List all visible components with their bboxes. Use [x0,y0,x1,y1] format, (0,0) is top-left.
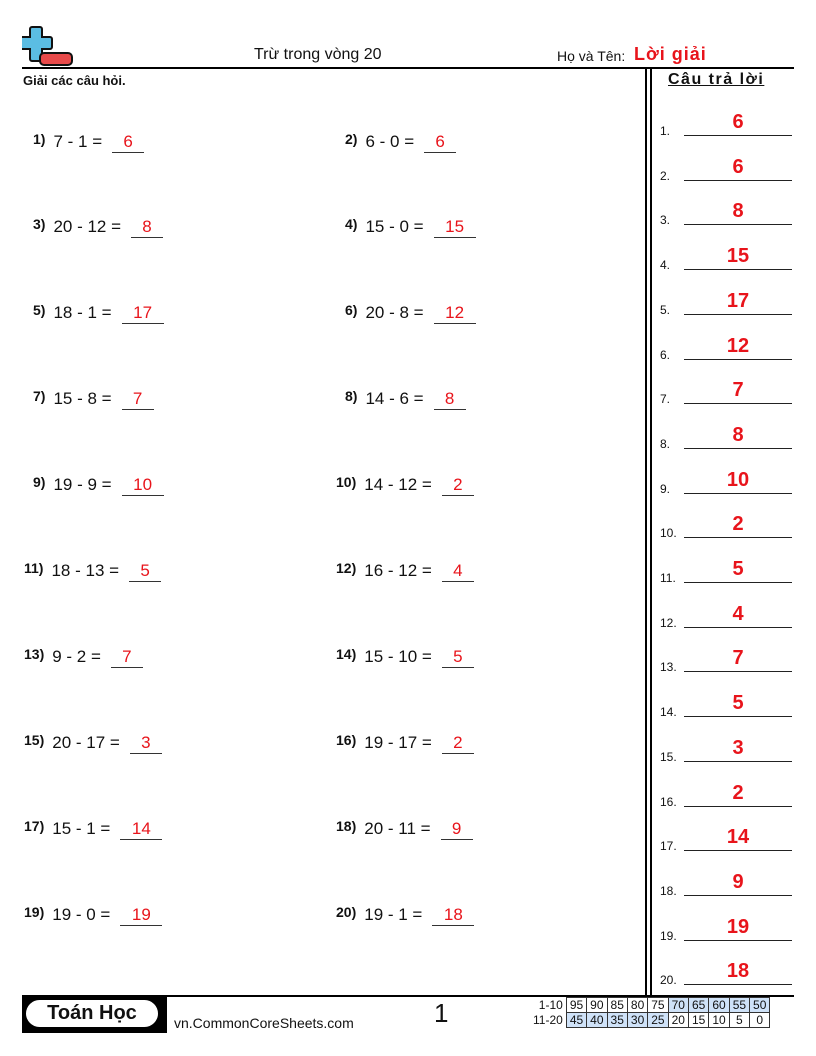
problem-expression: 15 - 10 = [364,647,432,666]
problem-number: 5) [33,302,46,318]
answer-key-row [660,140,792,185]
score-cell: 95 [566,998,586,1013]
answer-key-line [684,180,792,181]
problem-expression: 20 - 17 = [52,733,120,752]
problem-item [345,132,456,153]
answer-blank[interactable]: 10 [122,475,164,496]
answer-blank[interactable]: 8 [434,389,466,410]
answer-panel-heading: Câu trả lời [668,71,765,88]
score-cell: 50 [750,998,770,1013]
problem-expression: 14 - 6 = [365,389,424,408]
problem-item [33,132,144,153]
problem-item [336,647,474,668]
problem-item [24,647,143,668]
problem-item [345,303,476,324]
score-row [530,1013,770,1028]
problem-number: 13) [24,646,45,662]
answer-key-value: 2 [732,513,744,536]
answer-key-line [684,671,792,672]
answer-key-line [684,269,792,270]
answer-blank[interactable]: 18 [432,905,474,926]
instructions: Giải các câu hỏi. [23,73,126,88]
problem-expression: 6 - 0 = [365,132,415,151]
problem-number: 4) [345,216,358,232]
answer-key-line [684,493,792,494]
score-cell: 70 [668,998,688,1013]
answer-key-value: 15 [726,245,750,268]
answer-key-value: 9 [732,870,744,893]
problem-item [33,217,163,238]
score-row-label: 11-20 [533,1013,563,1027]
problem-number: 10) [336,474,357,490]
problem-item [33,303,164,324]
score-cell: 15 [688,1013,708,1028]
score-cell: 65 [688,998,708,1013]
answer-key-line [684,537,792,538]
answer-key-value: 7 [732,647,744,670]
answer-key-row [660,95,792,140]
answer-key-value: 2 [732,781,744,804]
answer-key-label: 5. [660,302,671,317]
score-row-label: 1-10 [538,998,563,1012]
problem-expression: 19 - 0 = [52,905,111,924]
answer-key-value: 8 [732,200,744,223]
answer-key-row [660,497,792,542]
score-table [530,997,770,1028]
answer-key-row [660,900,792,945]
problem-expression: 20 - 8 = [365,303,424,322]
problem-number: 14) [336,646,357,662]
answer-blank[interactable]: 4 [442,561,474,582]
answer-key-line [684,761,792,762]
answer-key-line [684,984,792,985]
answer-key-row [660,766,792,811]
answer-key-value: 5 [732,692,744,715]
problem-item [24,905,162,926]
answer-key-value: 3 [732,736,744,759]
answer-key-line [684,359,792,360]
score-row [530,998,770,1013]
answer-key-label: 12. [660,615,677,630]
problem-item [345,389,466,410]
answer-key-label: 17. [660,839,677,854]
answer-key-value: 7 [732,379,744,402]
answer-blank[interactable]: 6 [112,132,144,153]
score-cell: 45 [566,1013,586,1028]
answer-key-row [660,229,792,274]
answer-key-value: 17 [726,289,750,312]
answer-key-row [660,676,792,721]
score-cell: 60 [709,998,729,1013]
name-label: Họ và Tên: [557,48,626,64]
score-cell: 10 [709,1013,729,1028]
answer-key-value: 12 [726,334,750,357]
answer-key-label: 6. [660,347,671,362]
problem-expression: 7 - 1 = [53,132,103,151]
answer-key-line [684,582,792,583]
answer-key-row [660,274,792,319]
score-cell: 35 [607,1013,627,1028]
problem-expression: 16 - 12 = [364,561,432,580]
answer-key-line [684,314,792,315]
answer-key-row [660,408,792,453]
answer-key-value: 10 [726,468,750,491]
answer-blank[interactable]: 19 [120,905,162,926]
answer-key-line [684,806,792,807]
answer-key-row [660,855,792,900]
answer-blank[interactable]: 12 [434,303,476,324]
answer-key-label: 19. [660,928,677,943]
answer-key-row [660,542,792,587]
problem-expression: 19 - 1 = [364,905,423,924]
answer-key-line [684,895,792,896]
answer-key-label: 2. [660,168,671,183]
answer-key-value: 18 [726,960,750,983]
problem-expression: 18 - 1 = [53,303,112,322]
score-cell: 5 [729,1013,749,1028]
problem-item [33,475,164,496]
problem-expression: 20 - 11 = [364,819,431,838]
answer-key-value: 8 [732,423,744,446]
problem-item [33,389,154,410]
answer-blank[interactable]: 2 [442,733,474,754]
problem-number: 9) [33,474,46,490]
problem-item [336,733,474,754]
problem-number: 6) [345,302,358,318]
problem-expression: 15 - 0 = [365,217,424,236]
answer-key-value: 19 [726,915,750,938]
problem-number: 18) [336,818,357,834]
answer-key-label: 4. [660,258,671,273]
answer-key-label: 18. [660,883,677,898]
problem-expression: 15 - 1 = [52,819,111,838]
problem-number: 17) [24,818,45,834]
answer-key-label: 14. [660,705,677,720]
answer-key-value: 4 [732,602,744,625]
answer-key-row [660,944,792,989]
answer-blank[interactable]: 9 [441,819,473,840]
name-value: Lời giải [634,44,707,64]
answer-key-line [684,850,792,851]
problem-item [336,475,474,496]
problem-number: 16) [336,732,357,748]
brand-badge [22,997,167,1033]
problem-item [336,561,474,582]
answer-key-label: 3. [660,213,671,228]
answer-key-value: 14 [726,826,750,849]
problem-number: 19) [24,904,45,920]
problem-expression: 14 - 12 = [364,475,432,494]
site-url: vn.CommonCoreSheets.com [174,1015,354,1031]
answer-key-label: 20. [660,973,677,988]
answer-key-label: 13. [660,660,677,675]
answer-blank[interactable]: 5 [442,647,474,668]
answer-key-value: 5 [732,558,744,580]
problem-number: 7) [33,388,46,404]
problem-expression: 20 - 12 = [53,217,122,236]
score-cell: 80 [627,998,647,1013]
problem-item [345,217,476,238]
answer-key-label: 8. [660,436,671,451]
problem-number: 12) [336,560,357,576]
answer-key-row [660,319,792,364]
problem-number: 1) [33,131,46,147]
answer-key-line [684,627,792,628]
problem-number: 3) [33,216,46,232]
problem-item [24,561,161,582]
answer-key-line [684,716,792,717]
answer-blank[interactable]: 14 [120,819,162,840]
answer-key-line [684,448,792,449]
answer-key-row [660,721,792,766]
answer-key-line [684,135,792,136]
problem-expression: 19 - 9 = [53,475,112,494]
answer-key-value: 6 [732,111,744,133]
problem-item [336,819,473,840]
score-cell: 75 [648,998,668,1013]
answer-key-line [684,403,792,404]
score-cell: 85 [607,998,627,1013]
answer-key-row [660,363,792,408]
answer-key-label: 11. [660,571,676,585]
answer-blank[interactable]: 7 [122,389,154,410]
score-cell: 90 [587,998,607,1013]
answer-key-row [660,810,792,855]
score-cell: 0 [750,1013,770,1028]
score-cell: 30 [627,1013,647,1028]
answer-key-label: 15. [660,749,677,764]
problem-number: 15) [24,732,45,748]
answer-key-label: 10. [660,526,677,541]
answer-key-value: 6 [732,155,744,178]
answer-blank[interactable]: 8 [131,217,163,238]
answer-key-label: 7. [660,392,671,407]
answer-key-row [660,453,792,498]
page-number: 1 [434,998,449,1028]
answer-blank[interactable]: 17 [122,303,164,324]
score-cell: 25 [648,1013,668,1028]
score-cell: 20 [668,1013,688,1028]
answer-key-label: 1. [660,124,671,138]
problem-number: 20) [336,904,357,920]
problem-expression: 9 - 2 = [52,647,101,666]
answer-key-row [660,587,792,632]
answer-key-line [684,224,792,225]
plus-minus-logo-icon [22,25,78,67]
answer-blank[interactable]: 2 [442,475,474,496]
problem-item [24,733,162,754]
problem-number: 11) [24,560,44,576]
problem-item [24,819,162,840]
answer-key-row [660,631,792,676]
answer-key-row [660,184,792,229]
problem-number: 8) [345,388,358,404]
answer-panel-divider [645,68,647,995]
answer-blank[interactable]: 5 [129,561,161,582]
answer-key-line [684,940,792,941]
answer-key-label: 16. [660,794,677,809]
answer-key-label: 9. [660,481,671,496]
problem-expression: 15 - 8 = [53,389,112,408]
answer-blank[interactable]: 15 [434,217,476,238]
answer-blank[interactable]: 3 [130,733,162,754]
header-divider [22,67,794,69]
score-cell: 40 [587,1013,607,1028]
answer-panel-divider-2 [650,68,652,995]
problem-item [336,905,474,926]
worksheet-title: Trừ trong vòng 20 [254,46,382,63]
brand-label: Toán Học [26,1000,158,1027]
answer-blank[interactable]: 6 [424,132,456,153]
problem-number: 2) [345,131,358,147]
problem-expression: 18 - 13 = [51,561,120,580]
answer-blank[interactable]: 7 [111,647,143,668]
score-cell: 55 [729,998,749,1013]
problem-expression: 19 - 17 = [364,733,432,752]
